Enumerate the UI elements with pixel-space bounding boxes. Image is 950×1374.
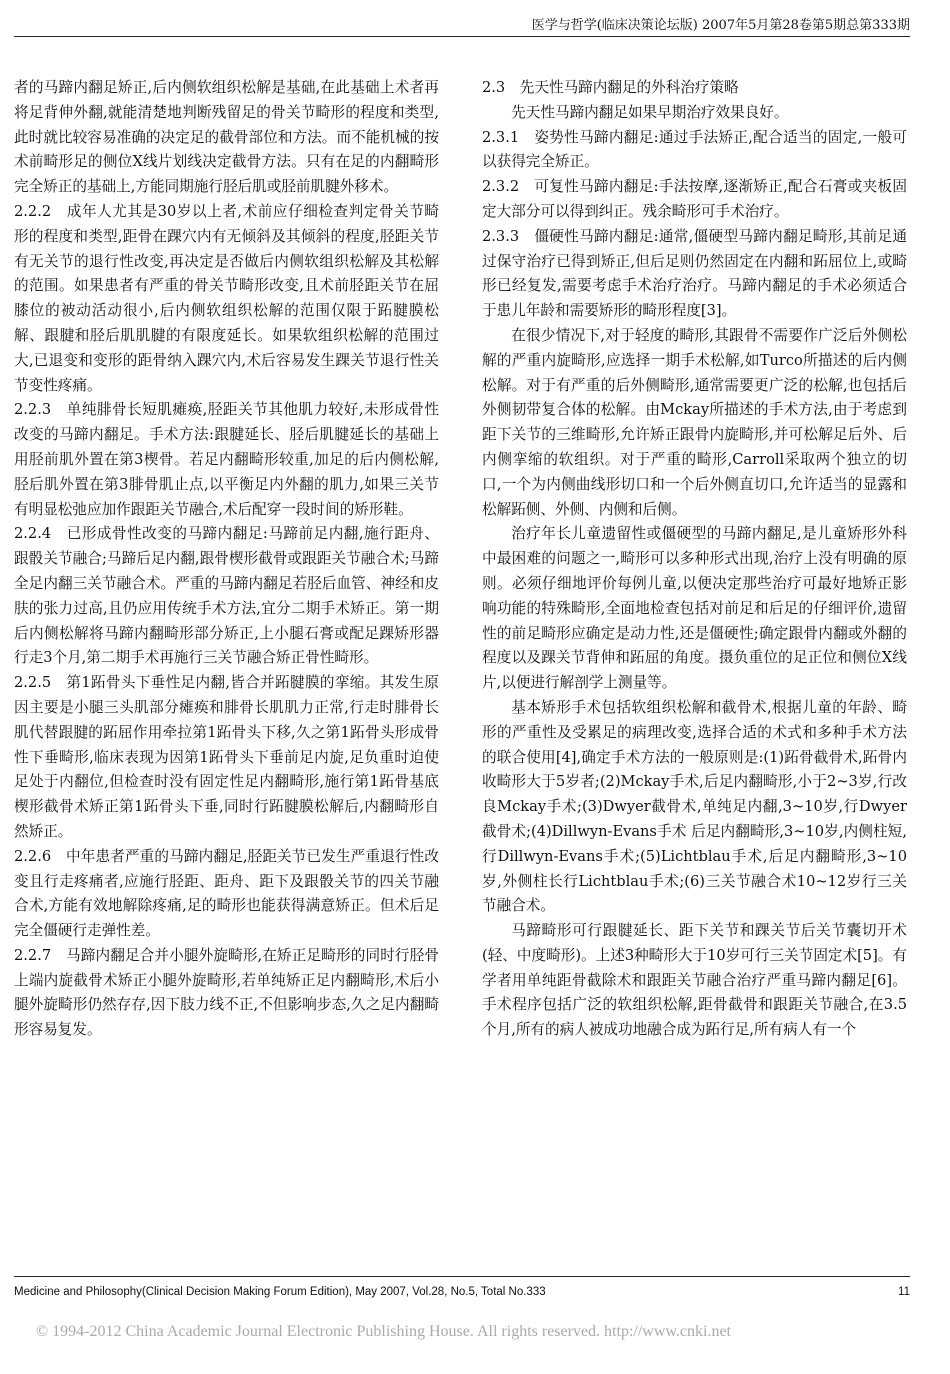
paragraph: 基本矫形手术包括软组织松解和截骨术,根据儿童的年龄、畸形的严重性及受累足的病理改变,选择合适的术式和多种手术方法的联合使用[4],确定手术方法的一般原则是:(1)跖骨截骨术,跖骨内收畸形大于5岁者;(2)Mckay手术,后足内翻畸形,小于2~3岁,行改良Mckay手术;(3)Dwyer截骨术,单纯足内翻,3~10岁,行Dwyer截骨术;(4)Dillwyn-Evans手术 后足内翻畸形,3~10岁,内侧柱短,行Dillwyn-Evans手术;(5)Lichtblau手术,后足内翻畸形,3~10岁,外侧柱长行Lichtblau手术;(6)三关节融合术10~12岁行三关节融合术。 (482, 698, 907, 915)
page-footer (14, 1286, 910, 1298)
paragraph: 治疗年长儿童遗留性或僵硬型的马蹄内翻足,是儿童矫形外科中最困难的问题之一,畸形可以多种形式出现,治疗上没有明确的原则。必须仔细地评价每例儿童,以便决定那些治疗可最好地矫正影响功能的特殊畸形,全面地检查包括对前足和后足的仔细评价,遗留性的前足畸形应确定是动力性,还是僵硬性;确定跟骨内翻或外翻的程度以及踝关节背伸和跖屈的角度。摄负重位的足正位和侧位X线片,以便进行解剖学上测量等。 (482, 525, 907, 692)
paragraph: 先天性马蹄内翻足如果早期治疗效果良好。 (511, 103, 789, 121)
paragraph: 2.2.2 成年人尤其是30岁以上者,术前应仔细检查判定骨关节畸形的程度和类型,距骨在踝穴内有无倾斜及其倾斜的程度,胫距关节有无关节的退行性改变,再决定是否做后内侧软组织松解及其松解的范围。如果患者有严重的骨关节畸形改变,且术前胫距关节在屈膝位的被动活动很小,后内侧软组织松解的范围仅限于跖腱膜松解、跟腱和胫后肌肌腱的有限度延长。如果软组织松解的范围过大,已退变和变形的距骨纳入踝穴内,术后容易发生踝关节退行性关节变性疼痛。 (14, 202, 439, 394)
paragraph: 2.3 先天性马蹄内翻足的外科治疗策略 (482, 79, 739, 96)
paragraph: 2.2.7 马蹄内翻足合并小腿外旋畸形,在矫正足畸形的同时行胫骨上端内旋截骨术矫正小腿外旋畸形,若单纯矫正足内翻畸形,术后小腿外旋畸形仍然存存,因下肢力线不正,不但影响步态,久之足内翻畸形容易复发。 (14, 946, 439, 1039)
paragraph: 2.2.3 单纯腓骨长短肌瘫痪,胫距关节其他肌力较好,未形成骨性改变的马蹄内翻足。手术方法:跟腱延长、胫后肌腱延长的基础上用胫前肌外置在第3楔骨。若足内翻畸形较重,加足的后内侧松解,胫后肌外置在第3腓骨肌止点,以平衡足内外翻的肌力,如果三关节有明显松弛应加作跟距关节融合,术后配穿一段时间的矫形鞋。 (14, 401, 439, 518)
paragraph: 马蹄畸形可行跟腱延长、距下关节和踝关节后关节囊切开术(轻、中度畸形)。上述3种畸形大于10岁可行三关节固定术[5]。有学者用单纯距骨截除术和跟距关节融合治疗严重马蹄内翻足[6]。手术程序包括广泛的软组织松解,距骨截骨和跟距关节融合,在3.5个月,所有的病人被成功地融合成为跖行足,所有病人有一个 (482, 922, 907, 1039)
footer-divider (14, 1276, 910, 1277)
paragraph: 在很少情况下,对于轻度的畸形,其跟骨不需要作广泛后外侧松解的严重内旋畸形,应选择一期手术松解,如Turco所描述的后内侧松解。对于有严重的后外侧畸形,通常需要更广泛的松解,也包括后外侧韧带复合体的松解。由Mckay所描述的手术方法,由于考虑到距下关节的三维畸形,允许矫正跟骨内旋畸形,并可松解足后外、后内侧挛缩的软组织。对于严重的畸形,Carroll采取两个独立的切口,一个为内侧曲线形切口和一个后外侧直切口,允许适当的显露和松解跖侧、外侧、内侧和后侧。 (482, 326, 907, 518)
paragraph: 2.2.5 第1跖骨头下垂性足内翻,皆合并跖腱膜的挛缩。其发生原因主要是小腿三头肌部分瘫痪和腓骨长肌肌力正常,行走时腓骨长肌代替跟腱的跖屈作用牵拉第1跖骨头下移,久之第1跖骨头形成骨性下垂畸形,临床表现为因第1跖骨头下垂前足内旋,足负重时迫使足处于内翻位,但检查时没有固定性足内翻畸形,施行第1跖骨基底楔形截骨术矫正第1跖骨头下垂,同时行跖腱膜松解后,内翻畸形自然矫正。 (14, 674, 439, 840)
footer-citation: Medicine and Philosophy(Clinical Decision Making Forum Edition), May 2007, Vol.28, No.5, Total No.333 (14, 1286, 546, 1298)
paragraph: 2.3.1 姿势性马蹄内翻足:通过手法矫正,配合适当的固定,一般可以获得完全矫正。 (482, 128, 907, 171)
paragraph: 2.2.6 中年患者严重的马蹄内翻足,胫距关节已发生严重退行性改变且行走疼痛者,应施行胫距、距舟、距下及跟骰关节的四关节融合术,方能有效地解除疼痛,足的畸形也能获得满意矫正。但术后足完全僵硬行走弹性差。 (14, 847, 439, 940)
paragraph: 2.2.4 已形成骨性改变的马蹄内翻足:马蹄前足内翻,施行距舟、跟骰关节融合;马蹄后足内翻,跟骨楔形截骨或跟距关节融合术;马蹄全足内翻三关节融合术。严重的马蹄内翻足若胫后血管、神经和皮肤的张力过高,且仍应用传统手术方法,宜分二期手术矫正。第一期后内侧松解将马蹄内翻畸形部分矫正,上小腿石膏或配足踝矫形器行走3个月,第二期手术再施行三关节融合矫正骨性畸形。 (14, 525, 439, 667)
running-header: 医学与哲学(临床决策论坛版) 2007年5月第28卷第5期总第333期 (531, 18, 910, 33)
paragraph: 2.3.3 僵硬性马蹄内翻足:通常,僵硬型马蹄内翻足畸形,其前足通过保守治疗已得到矫正,但后足则仍然固定在内翻和跖屈位上,或畸形已经复发,需要考虑手术治疗治疗。马蹄内翻足的手术必须适合于患儿年龄和需要矫形的畸形程度[3]。 (482, 227, 907, 320)
copyright-watermark: © 1994-2012 China Academic Journal Electronic Publishing House. All rights reserved. http://www.cnki.net (36, 1323, 731, 1340)
right-column (482, 76, 907, 1043)
paragraph: 2.3.2 可复性马蹄内翻足:手法按摩,逐渐矫正,配合石膏或夹板固定大部分可以得到纠正。残余畸形可手术治疗。 (482, 178, 907, 220)
page-number: 11 (898, 1286, 910, 1298)
left-column (14, 76, 439, 1043)
paragraph: 者的马蹄内翻足矫正,后内侧软组织松解是基础,在此基础上术者再将足背伸外翻,就能清楚地判断残留足的骨关节畸形的程度和类型,此时就比较容易准确的决定足的截骨部位和方法。而不能机械的按术前畸形足的侧位X线片划线决定截骨方法。只有在足的内翻畸形完全矫正的基础上,方能同期施行胫后肌或胫前肌腱外移术。 (14, 79, 439, 196)
header-divider (14, 36, 910, 37)
